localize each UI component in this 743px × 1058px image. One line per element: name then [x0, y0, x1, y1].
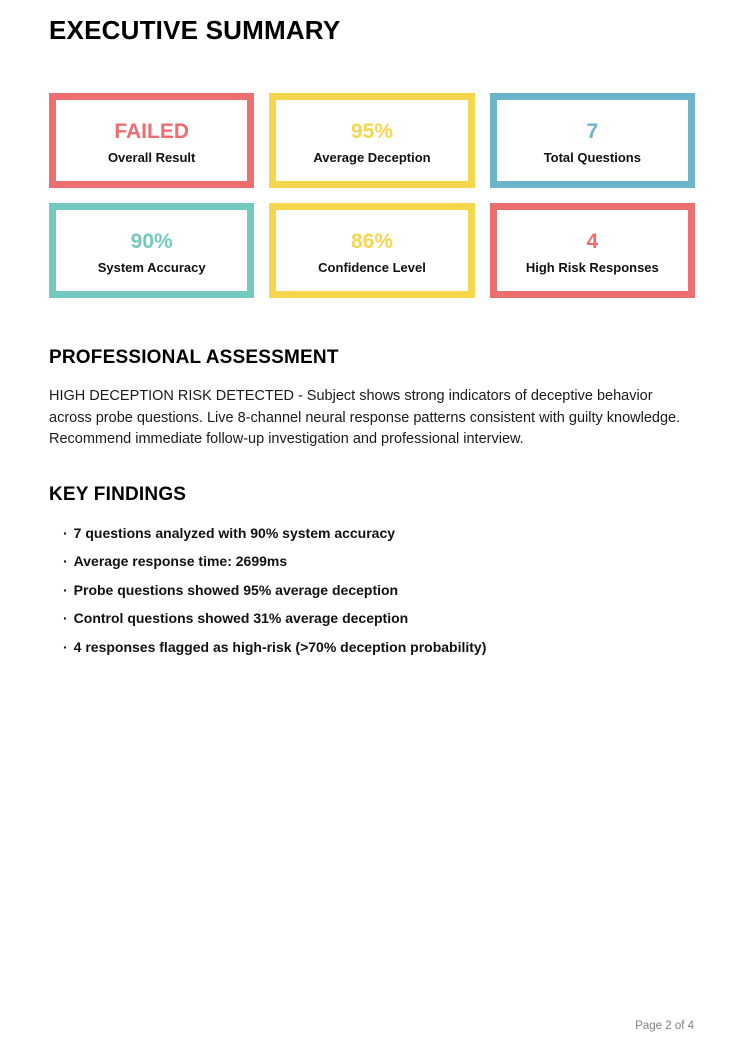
bullet-marker: · — [63, 553, 68, 569]
stat-label: System Accuracy — [97, 260, 206, 275]
stat-value: 7 — [586, 120, 599, 143]
stat-card — [490, 93, 695, 188]
stat-card — [269, 93, 474, 188]
bullet-marker: · — [63, 610, 68, 626]
stat-label: High Risk Responses — [525, 260, 659, 275]
finding-text: Probe questions showed 95% average deception — [73, 581, 399, 598]
report-page — [0, 14, 743, 1032]
section-professional-assessment — [49, 347, 695, 451]
bullet-marker: · — [63, 638, 68, 655]
finding-item — [63, 610, 695, 627]
stat-value: 95% — [350, 120, 393, 143]
assessment-heading: PROFESSIONAL ASSESSMENT — [49, 347, 339, 368]
finding-item — [63, 525, 695, 542]
stat-card — [49, 203, 254, 298]
finding-item — [63, 553, 695, 570]
assessment-text: HIGH DECEPTION RISK DETECTED - Subject shows strong indicators of deceptive behavior across probe questions. Live 8-channel neural response patterns consistent with guilty knowledge. Recommend immediate follow-up investigation and professional interview. — [49, 388, 681, 447]
page-title: EXECUTIVE SUMMARY — [49, 15, 341, 45]
stat-value: 86% — [350, 230, 393, 253]
page-number: Page 2 of 4 — [635, 1020, 694, 1032]
stat-card — [49, 93, 254, 188]
finding-item — [63, 582, 695, 599]
stat-label: Average Deception — [313, 150, 431, 165]
finding-text: Control questions showed 31% average deception — [73, 610, 409, 626]
stat-label: Total Questions — [543, 150, 641, 165]
bullet-marker: · — [63, 524, 68, 541]
stat-value: FAILED — [114, 120, 189, 143]
stat-card — [490, 203, 695, 298]
finding-text: Average response time: 2699ms — [73, 553, 288, 569]
stat-value: 90% — [130, 230, 173, 253]
finding-text: 4 responses flagged as high-risk (>70% deception probability) — [73, 638, 487, 655]
finding-item — [63, 639, 695, 656]
bullet-marker: · — [63, 581, 68, 598]
findings-list — [49, 525, 695, 656]
findings-heading: KEY FINDINGS — [49, 483, 187, 505]
stat-value: 4 — [586, 230, 599, 253]
stat-card — [269, 203, 474, 298]
section-key-findings — [49, 484, 695, 656]
summary-stat-cards — [49, 93, 695, 298]
stat-label: Overall Result — [107, 150, 196, 165]
finding-text: 7 questions analyzed with 90% system accuracy — [73, 524, 396, 541]
stat-label: Confidence Level — [318, 260, 426, 275]
